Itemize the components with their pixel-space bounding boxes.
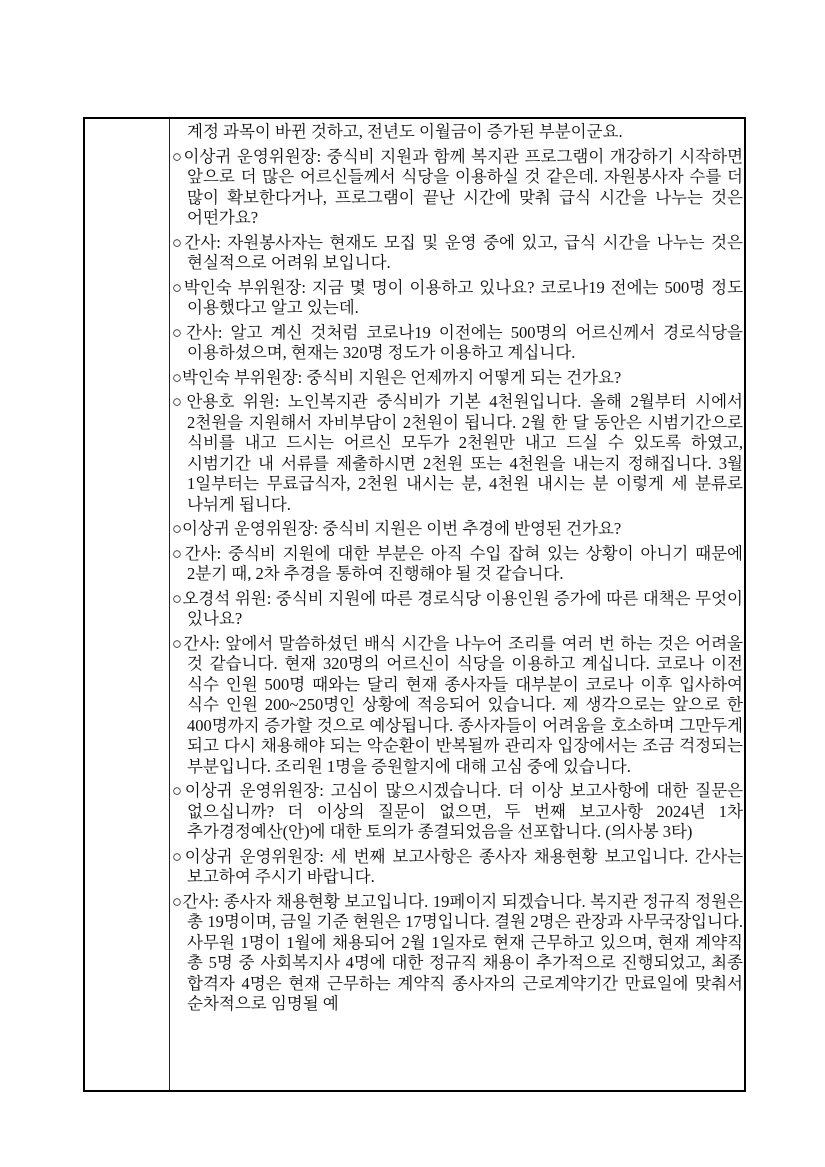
- paragraph-text: 간사: 자원봉사자는 현재도 모집 및 운영 중에 있고, 급식 시간을 나누는 것은 현실적으로 어려워 보입니다.: [184, 232, 743, 272]
- paragraph-text: 간사: 앞에서 말씀하셨던 배식 시간을 나누어 조리를 여러 번 하는 것은 어려울 것 같습니다. 현재 320명의 어르신이 식당을 이용하고 계십니다. 코로나 이전 식수 인원 500명 때와는 달리 현재 종사자들 대부분이 코로나 이후 입사하여 식수 인원 200~250명인 상황에 적응되어 있습니다. 제 생각으로는 앞으로 한 400명까지 증가할 것으로 예상됩니다. 종사자들이 어려움을 호소하며 그만두게 되고 다시 채용해야 되는 악순환이 반복될까 관리자 입장에서는 조금 걱정되는 부분입니다. 조리원 1명을 증원할지에 대해 고심 중에 있습니다.: [183, 633, 743, 776]
- minutes-paragraph: [172, 147, 743, 229]
- circle-bullet-marker: ○: [172, 232, 185, 252]
- circle-bullet-marker: ○: [172, 633, 184, 653]
- circle-bullet-marker: ○: [172, 543, 185, 563]
- circle-bullet-marker: ○: [172, 846, 185, 866]
- minutes-table: [83, 117, 746, 1092]
- minutes-paragraph: [172, 233, 743, 274]
- row-label-cell: [85, 119, 170, 1090]
- paragraph-text: 안용호 위원: 노인복지관 중식비가 기본 4천원입니다. 올해 2월부터 시에서 2천원을 지원해서 자비부담이 2천원이 됩니다. 2월 한 달 동안은 시범기간으로 식비를 내고 드시는 어르신 모두가 2천원만 내고 드실 수 있도록 하였고, 시범기간 내 서류를 제출하시면 2천원 또는 4천원을 내는지 정해집니다. 3월 1일부터는 무료급식자, 2천원 내시는 분, 4천원 내시는 분 이렇게 세 분류로 나뉘게 됩니다.: [186, 392, 743, 514]
- paragraph-text: 간사: 중식비 지원에 대한 부분은 아직 수입 잡혀 있는 상황이 아니기 때문에 2분기 때, 2차 추경을 통하여 진행해야 될 것 같습니다.: [184, 543, 743, 583]
- circle-bullet-marker: ○: [172, 519, 182, 538]
- minutes-paragraph: [172, 634, 743, 778]
- minutes-paragraph: [172, 122, 743, 143]
- minutes-paragraph: [172, 323, 743, 364]
- paragraph-text: 박인숙 부위원장: 중식비 지원은 언제까지 어떻게 되는 건가요?: [181, 367, 622, 387]
- circle-bullet-marker: ○: [172, 322, 186, 342]
- minutes-paragraph: [172, 544, 743, 585]
- paragraph-text: 이상귀 운영위원장: 고심이 많으시겠습니다. 더 이상 보고사항에 대한 질문은 없으십니까? 더 이상의 질문이 없으면, 두 번째 보고사항 2024년 1차 추가경정예산(안)에 대한 토의가 종결되었음을 선포합니다. (의사봉 3타): [184, 781, 744, 841]
- minutes-paragraph: [172, 781, 743, 843]
- circle-bullet-marker: ○: [172, 146, 184, 166]
- minutes-paragraph: [172, 519, 743, 540]
- minutes-paragraph: [172, 589, 743, 630]
- minutes-paragraph: [172, 392, 743, 515]
- circle-bullet-marker: ○: [172, 392, 187, 411]
- paragraph-text: 이상귀 운영위원장: 세 번째 보고사항은 종사자 채용현황 보고입니다. 간사는 보고하여 주시기 바랍니다.: [184, 846, 744, 886]
- minutes-paragraph: [172, 278, 743, 319]
- paragraph-text: 계정 과목이 바뀐 것하고, 전년도 이월금이 증가된 부분이군요.: [187, 122, 623, 141]
- minutes-paragraph: [172, 847, 743, 888]
- minutes-paragraph: [172, 892, 743, 1015]
- paragraph-text: 이상귀 운영위원장: 중식비 지원과 함께 복지관 프로그램이 개강하기 시작하면 앞으로 더 많은 어르신들께서 식당을 이용하실 것 같은데. 자원봉사자 수를 더 많이 확보한다거나, 프로그램이 끝난 시간에 맞춰 급식 시간을 나누는 것은 어떤가요?: [183, 146, 744, 227]
- paragraph-text: 이상귀 운영위원장: 중식비 지원은 이번 추경에 반영된 건가요?: [181, 519, 622, 538]
- paragraph-text: 오경석 위원: 중식비 지원에 따른 경로식당 이용인원 증가에 따른 대책은 무엇이 있나요?: [182, 588, 743, 628]
- paragraph-text: 간사: 알고 계신 것처럼 코로나19 이전에는 500명의 어르신께서 경로식당을 이용하셨으며, 현재는 320명 정도가 이용하고 계십니다.: [185, 322, 743, 362]
- minutes-paragraph: [172, 368, 743, 389]
- circle-bullet-marker: ○: [172, 588, 183, 608]
- circle-bullet-marker: ○: [172, 891, 183, 911]
- circle-bullet-marker: ○: [172, 781, 185, 800]
- circle-bullet-marker: ○: [172, 367, 182, 387]
- paragraph-text: 박인숙 부위원장: 지금 몇 명이 이용하고 있나요? 코로나19 전에는 500명 정도 이용했다고 알고 있는데.: [183, 277, 744, 317]
- minutes-content-cell: [170, 119, 744, 1090]
- circle-bullet-marker: ○: [172, 277, 184, 297]
- paragraph-text: 간사: 종사자 채용현황 보고입니다. 19페이지 되겠습니다. 복지관 정규직 정원은 총 19명이며, 금일 기준 현원은 17명입니다. 결원 2명은 관장과 사무국장입니다. 사무원 1명이 1월에 채용되어 2월 1일자로 현재 근무하고 있으며, 현재 계약직 총 5명 중 사회복지사 4명에 대한 정규직 채용이 추가적으로 진행되었고, 최종 합격자 4명은 현재 근무하는 계약직 종사자의 근로계약기간 만료일에 맞춰서 순차적으로 임명될 예: [182, 891, 743, 1013]
